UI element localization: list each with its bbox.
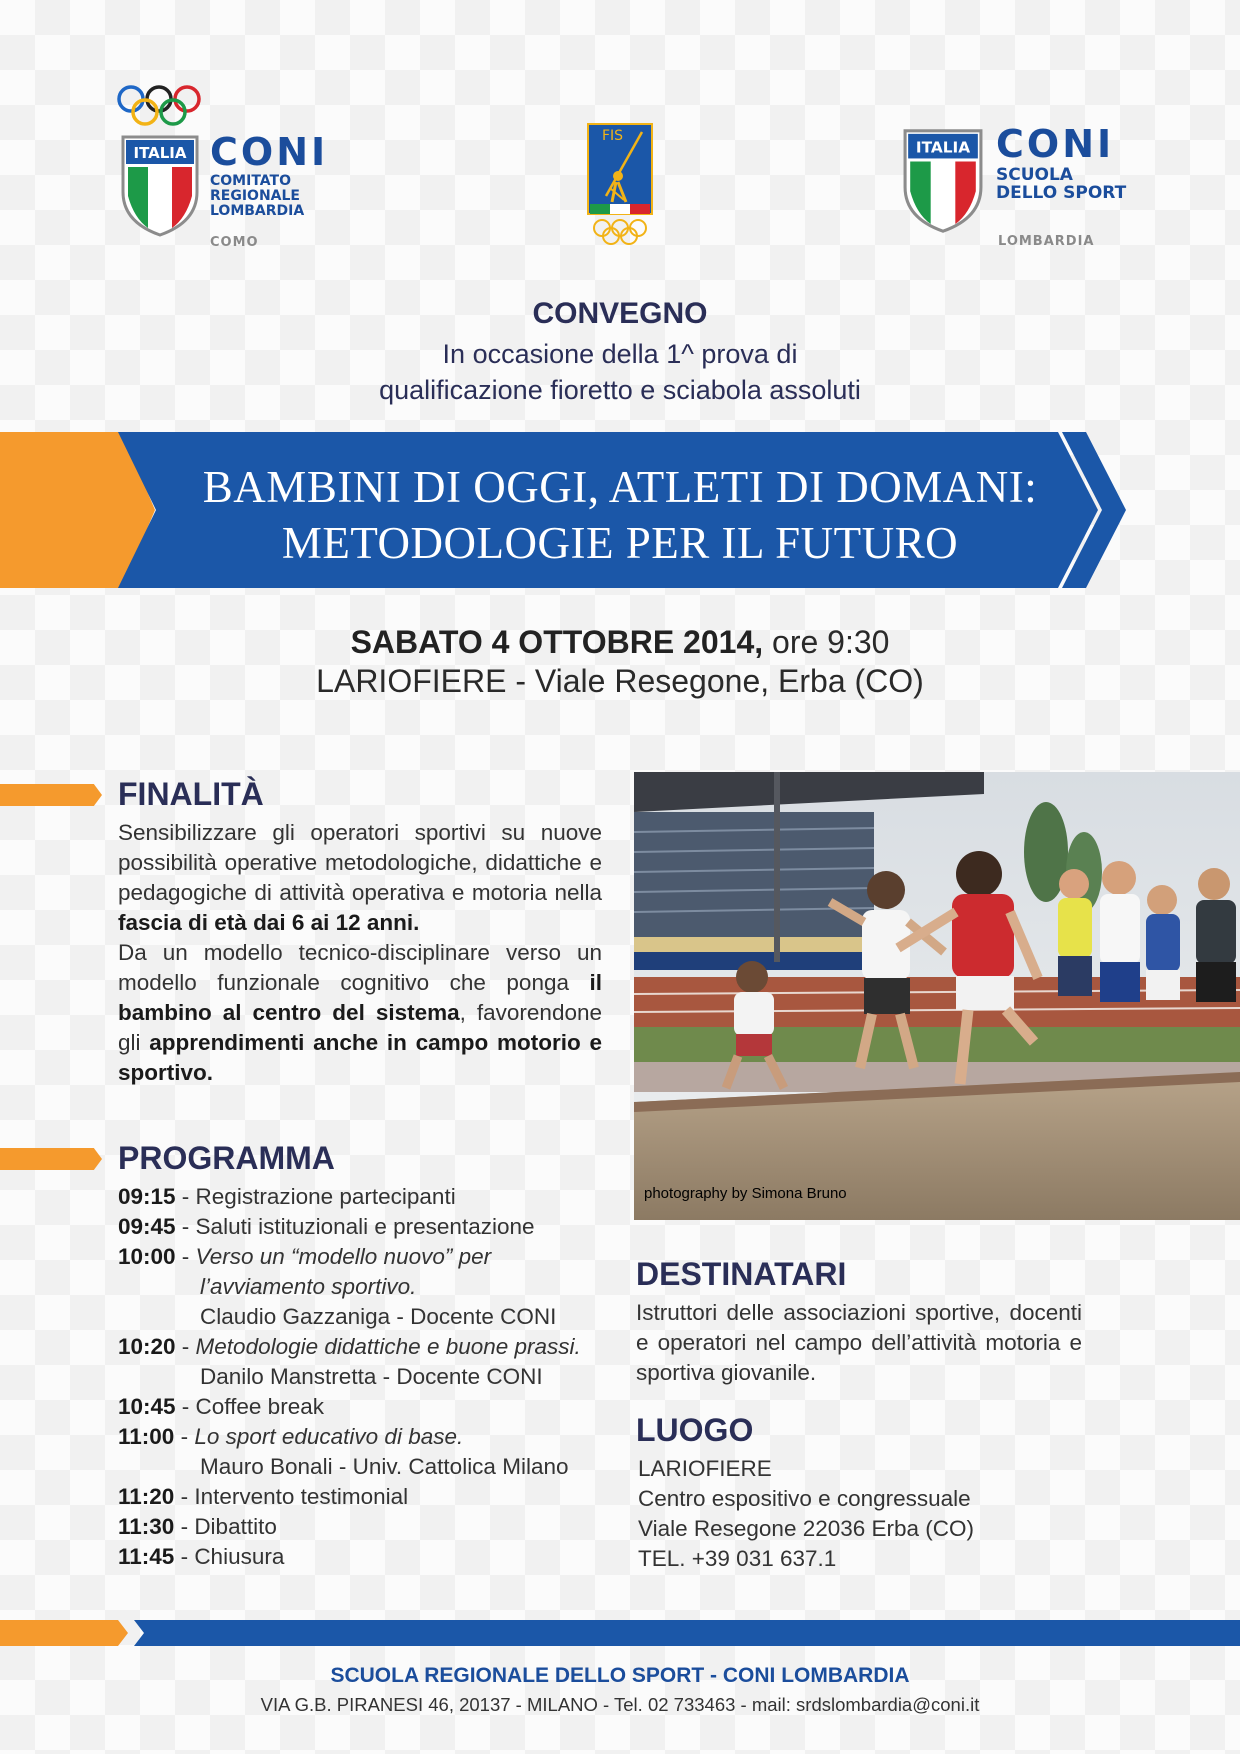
footer-address: VIA G.B. PIRANESI 46, 20137 - MILANO - Tel. 02 733463 - mail: srdslombardia@coni.it — [260, 1694, 980, 1715]
programma-talk-title: Verso un “modello nuovo” per — [195, 1244, 492, 1269]
event-date: SABATO 4 OTTOBRE 2014, — [350, 624, 764, 660]
programma-item — [118, 1212, 618, 1242]
convegno-subtitle-line2: qualificazione fioretto e sciabola assoluti — [379, 375, 861, 405]
programma-separator: - — [174, 1544, 195, 1569]
programma-text: Chiusura — [194, 1544, 285, 1569]
children-long-jump-photo — [634, 772, 1240, 1220]
programma-title: PROGRAMMA — [118, 1140, 335, 1176]
coni-lombardia-logo — [116, 84, 329, 254]
italia-text: ITALIA — [133, 144, 187, 162]
luogo-line: TEL. +39 031 637.1 — [638, 1546, 837, 1571]
programma-talk-title: Lo sport educativo di base. — [194, 1424, 464, 1449]
luogo-line: Viale Resegone 22036 Erba (CO) — [638, 1516, 975, 1541]
programma-item — [118, 1422, 618, 1452]
italia-shield-icon — [902, 126, 984, 236]
coni-wordmark: CONI — [996, 122, 1115, 166]
banner-title-line1: BAMBINI DI OGGI, ATLETI DI DOMANI: — [202, 462, 1038, 512]
finalita-text-bold: il bambino al centro del sistema — [118, 970, 602, 1025]
banner-title-line2: METODOLOGIE PER IL FUTURO — [281, 518, 959, 568]
programma-time: 10:20 — [118, 1334, 176, 1359]
programma-speaker: Mauro Bonali - Univ. Cattolica Milano — [200, 1454, 569, 1479]
coni-subtitle-line: SCUOLA — [996, 165, 1073, 185]
programma-list — [118, 1182, 618, 1572]
programma-item — [118, 1182, 618, 1212]
footer-organization: SCUOLA REGIONALE DELLO SPORT - CONI LOMBARDIA — [330, 1664, 910, 1687]
convegno-subtitle-line1: In occasione della 1^ prova di — [442, 339, 798, 369]
italia-shield-icon — [120, 134, 200, 238]
event-time: ore 9:30 — [763, 624, 890, 660]
programma-item — [118, 1392, 618, 1422]
finalita-text-part: , favorendone gli — [118, 1000, 603, 1055]
programma-separator: - — [175, 1244, 196, 1269]
coni-wordmark: CONI — [210, 130, 329, 174]
programma-talk-title: l’avviamento sportivo. — [200, 1274, 417, 1299]
coni-subtitle — [210, 174, 304, 219]
programma-text: Saluti istituzionali e presentazione — [195, 1214, 535, 1239]
programma-separator: - — [174, 1514, 195, 1539]
luogo-line: Centro espositivo e congressuale — [638, 1486, 971, 1511]
programma-item — [118, 1242, 618, 1272]
programma-speaker: Danilo Manstretta - Docente CONI — [200, 1364, 543, 1389]
finalita-text-part: Sensibilizzare gli operatori sportivi su nuove possibilità operative metodologiche, didattiche e pedagogiche di attività operativa e motoria nella — [118, 820, 602, 905]
finalita-text-bold: fascia di età dai 6 ai 12 anni. — [118, 910, 420, 935]
programma-separator: - — [175, 1184, 196, 1209]
finalita-text — [118, 818, 602, 1088]
programma-time: 11:00 — [118, 1424, 175, 1449]
section-arrow-marker — [0, 784, 102, 806]
logo-caption: COMO — [210, 235, 259, 250]
photo-credit: photography by Simona Bruno — [644, 1185, 847, 1202]
programma-item — [118, 1482, 618, 1512]
programma-text: Dibattito — [194, 1514, 277, 1539]
luogo-text — [638, 1454, 1098, 1574]
programma-time: 11:45 — [118, 1544, 175, 1569]
luogo-line: LARIOFIERE — [638, 1456, 772, 1481]
programma-speaker: Claudio Gazzaniga - Docente CONI — [200, 1304, 557, 1329]
footer-bar — [0, 1620, 1240, 1646]
coni-subtitle-line: DELLO SPORT — [996, 183, 1127, 203]
programma-separator: - — [175, 1334, 196, 1359]
programma-separator: - — [174, 1484, 195, 1509]
finalita-text-part: Da un modello tecnico-disciplinare verso un modello funzionale cognitivo che ponga — [118, 940, 602, 995]
programma-text: Registrazione partecipanti — [195, 1184, 456, 1209]
programma-time: 10:45 — [118, 1394, 176, 1419]
destinatari-text: Istruttori delle associazioni sportive, docenti e operatori nel campo dell’attività motoria e sportiva giovanile. — [636, 1300, 1082, 1385]
finalita-title: FINALITÀ — [118, 776, 264, 812]
programma-text: Coffee break — [195, 1394, 324, 1419]
fis-logo — [584, 122, 656, 250]
olympic-rings-icon — [116, 84, 202, 128]
coni-subtitle — [996, 166, 1126, 202]
coni-subtitle-line: COMITATO — [210, 173, 291, 189]
section-arrow-marker — [0, 1148, 102, 1170]
programma-item — [118, 1512, 618, 1542]
programma-item — [118, 1542, 618, 1572]
convegno-title: CONVEGNO — [532, 297, 708, 330]
programma-item — [118, 1332, 618, 1362]
programma-time: 11:30 — [118, 1514, 175, 1539]
destinatari-title: DESTINATARI — [636, 1256, 847, 1292]
coni-scuola-sport-logo — [902, 122, 1142, 256]
programma-separator: - — [175, 1394, 196, 1419]
programma-text: Intervento testimonial — [194, 1484, 409, 1509]
programma-time: 09:15 — [118, 1184, 176, 1209]
italia-text: ITALIA — [915, 138, 971, 157]
programma-time: 11:20 — [118, 1484, 175, 1509]
programma-separator: - — [175, 1214, 196, 1239]
programma-time: 10:00 — [118, 1244, 176, 1269]
fis-text: FIS — [602, 128, 624, 144]
coni-subtitle-line: REGIONALE — [210, 188, 300, 204]
luogo-title: LUOGO — [636, 1412, 754, 1448]
event-place: LARIOFIERE - Viale Resegone, Erba (CO) — [316, 663, 924, 699]
programma-talk-title: Metodologie didattiche e buone prassi. — [195, 1334, 581, 1359]
banner-title — [150, 459, 1090, 571]
logo-caption: LOMBARDIA — [998, 234, 1095, 249]
finalita-text-bold: apprendimenti anche in campo motorio e sportivo. — [118, 1030, 602, 1085]
programma-separator: - — [174, 1424, 195, 1449]
programma-continuation — [118, 1272, 618, 1302]
coni-subtitle-line: LOMBARDIA — [210, 203, 305, 219]
programma-time: 09:45 — [118, 1214, 176, 1239]
event-datetime — [0, 624, 1240, 661]
